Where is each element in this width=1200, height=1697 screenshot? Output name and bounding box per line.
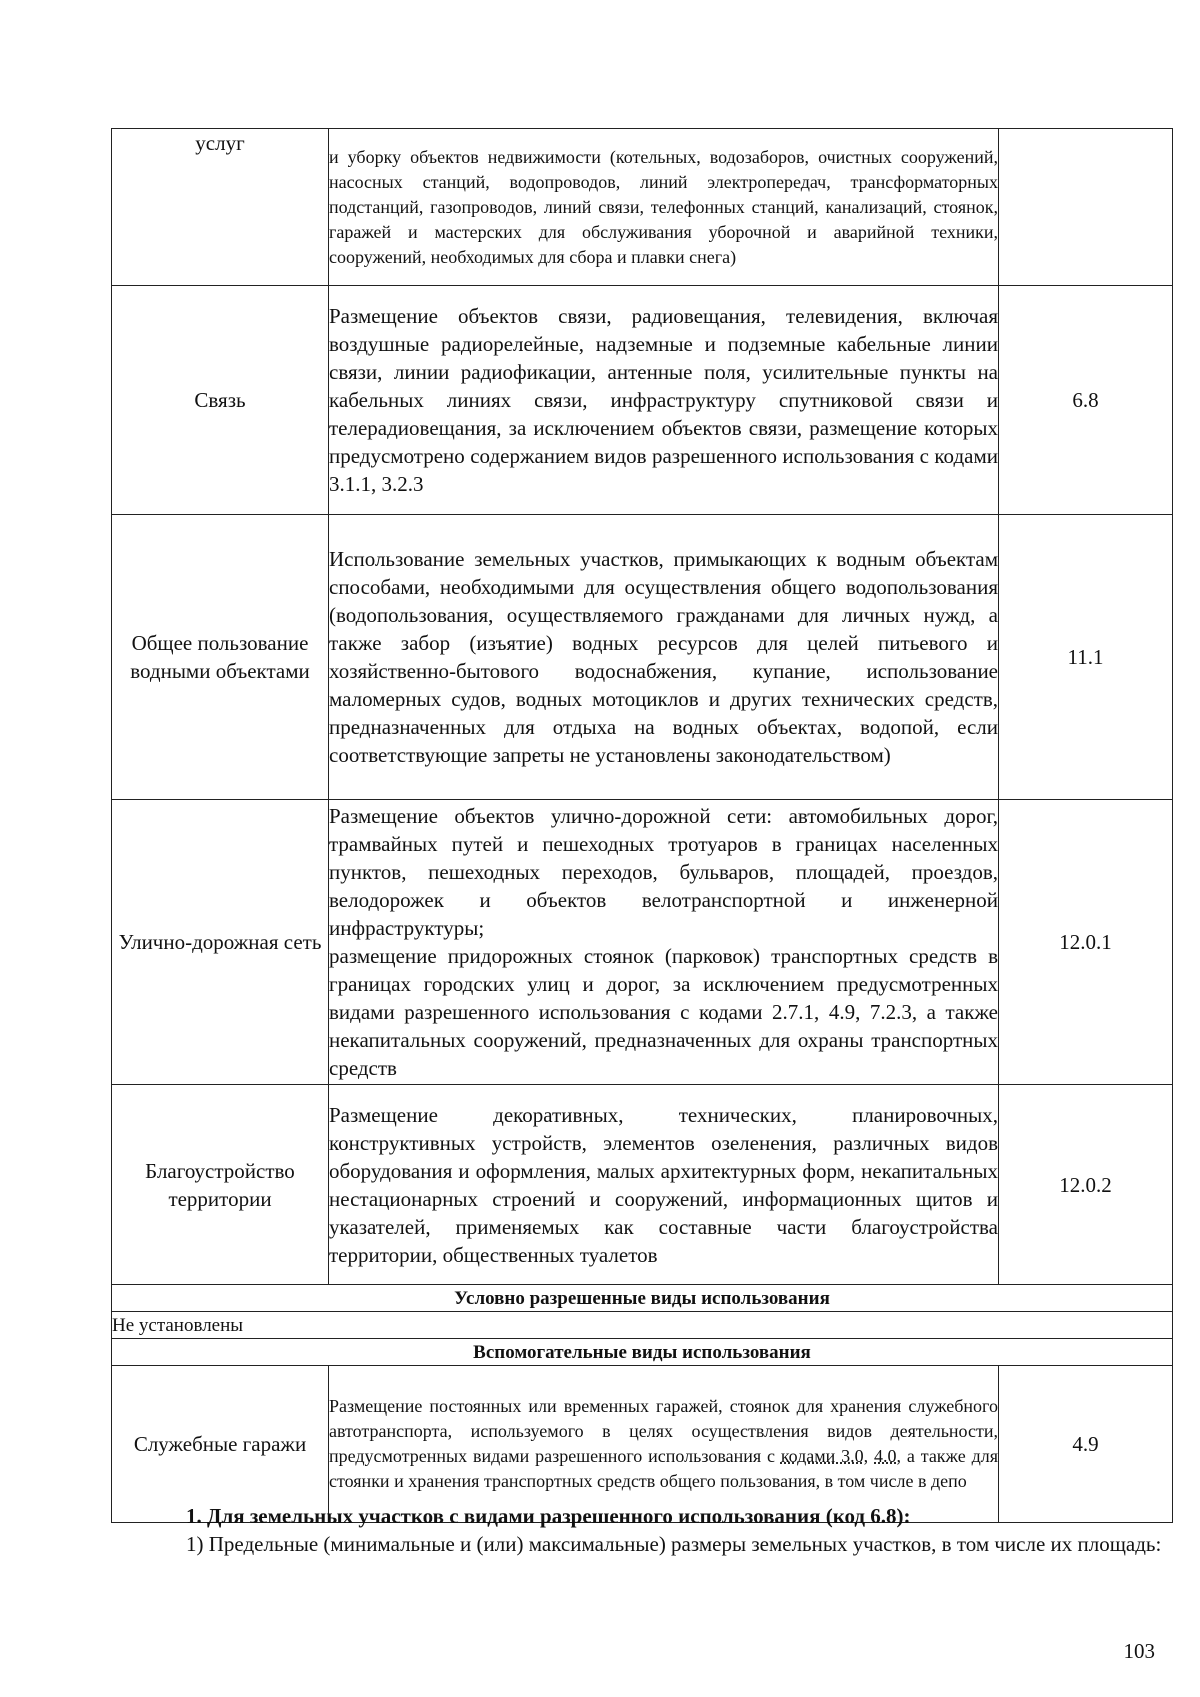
use-name-cell: Благоустройство территории: [112, 1085, 329, 1285]
conditional-uses-header: Условно разрешенные виды использования: [112, 1285, 1173, 1312]
table-row: [112, 515, 1173, 800]
description-text: , а также для стоянки и хранения транспортных средств общего пользования, в том числе в депо: [329, 1446, 999, 1491]
conditional-uses-value: Не установлены: [112, 1312, 1173, 1339]
use-description-cell: Размещение декоративных, технических, планировочных, конструктивных устройств, элементов озеленения, различных видов оборудования и оформления, малых архитектурных форм, некапитальных нестационарных строений и сооружений, информационных щитов и указателей, применяемых как составные части благоустройства территории, общественных туалетов: [329, 1085, 999, 1285]
use-code-cell: 12.0.1: [999, 800, 1173, 1085]
use-description-cell: [329, 1366, 999, 1523]
use-description-cell: Размещение объектов связи, радиовещания, телевидения, включая воздушные радиорелейные, надземные и подземные кабельные линии связи, линии радиофикации, антенные поля, усилительные пункты на кабельных линиях связи, инфраструктуру спутниковой связи и телерадиовещания, за исключением объектов связи, размещение которых предусмотрено содержанием видов разрешенного использования с кодами 3.1.1, 3.2.3: [329, 286, 999, 515]
use-description-cell: и уборку объектов недвижимости (котельных, водозаборов, очистных сооружений, насосных станций, водопроводов, линий электропередач, трансформаторных подстанций, газопроводов, линий связи, телефонных станций, канализаций, стоянок, гаражей и мастерских для обслуживания уборочной и аварийной техники, сооружений, необходимых для сбора и плавки снега): [329, 129, 999, 286]
table-row: [112, 1085, 1173, 1285]
use-name-cell: Общее пользование водными объектами: [112, 515, 329, 800]
section-header-row: [112, 1285, 1173, 1312]
auxiliary-uses-header: Вспомогательные виды использования: [112, 1339, 1173, 1366]
use-description-part-1: Размещение объектов улично-дорожной сети: автомобильных дорог, трамвайных путей и пешеходных тротуаров в границах населенных пунктов, пешеходных переходов, бульваров, площадей, проездов, велодорожек и объектов велотранспортной и инженерной инфраструктуры;: [329, 804, 998, 940]
table-row: [112, 286, 1173, 515]
use-code-cell: 12.0.2: [999, 1085, 1173, 1285]
body-paragraph: 1) Предельные (минимальные и (или) максимальные) размеры земельных участков, в том числе их площадь:: [186, 1532, 1162, 1556]
use-name-cell: Улично-дорожная сеть: [112, 800, 329, 1085]
table-row: [112, 1366, 1173, 1523]
table-row: [112, 129, 1173, 286]
code-link-4-0[interactable]: 4.0: [874, 1446, 897, 1466]
use-code-cell: 6.8: [999, 286, 1173, 515]
use-description-cell: Использование земельных участков, примыкающих к водным объектам способами, необходимыми для осуществления общего водопользования (водопользования, осуществляемого гражданами для личных нужд, а также забор (изъятие) водных ресурсов для целей питьевого и хозяйственно-бытового водоснабжения, купание, использование маломерных судов, водных мотоциклов и других технических средств, предназначенных для отдыха на водных объектах, водопой, если соответствующие запреты не установлены законодательством): [329, 515, 999, 800]
use-name-cell: услуг: [112, 129, 329, 286]
table-row: [112, 1312, 1173, 1339]
use-code-cell: [999, 129, 1173, 286]
use-name-cell: Связь: [112, 286, 329, 515]
description-text: Размещение постоянных или временных гаражей, стоянок для хранения служебного автотранспорта, используемого в целях осуществления видов деятельности, предусмотренных видами разрешенного использования с: [329, 1396, 998, 1466]
use-code-cell: 4.9: [999, 1366, 1173, 1523]
separator-text: ,: [863, 1446, 875, 1466]
section-heading: 1. Для земельных участков с видами разрешенного использования (код 6.8):: [186, 1504, 911, 1528]
section-header-row: [112, 1339, 1173, 1366]
page-number: 103: [1123, 1639, 1155, 1663]
use-name-cell: Служебные гаражи: [112, 1366, 329, 1523]
code-link-3-0[interactable]: кодами 3.0: [780, 1446, 864, 1466]
use-description-part-2: размещение придорожных стоянок (парковок) транспортных средств в границах городских улиц и дорог, за исключением предусмотренных видами разрешенного использования с кодами 2.7.1, 4.9, 7.2.3, а также некапитальных сооружений, предназначенных для охраны транспортных средств: [329, 944, 998, 1080]
use-description-cell: [329, 800, 999, 1085]
use-code-cell: 11.1: [999, 515, 1173, 800]
table-row: [112, 800, 1173, 1085]
land-use-table: [111, 128, 1173, 1523]
